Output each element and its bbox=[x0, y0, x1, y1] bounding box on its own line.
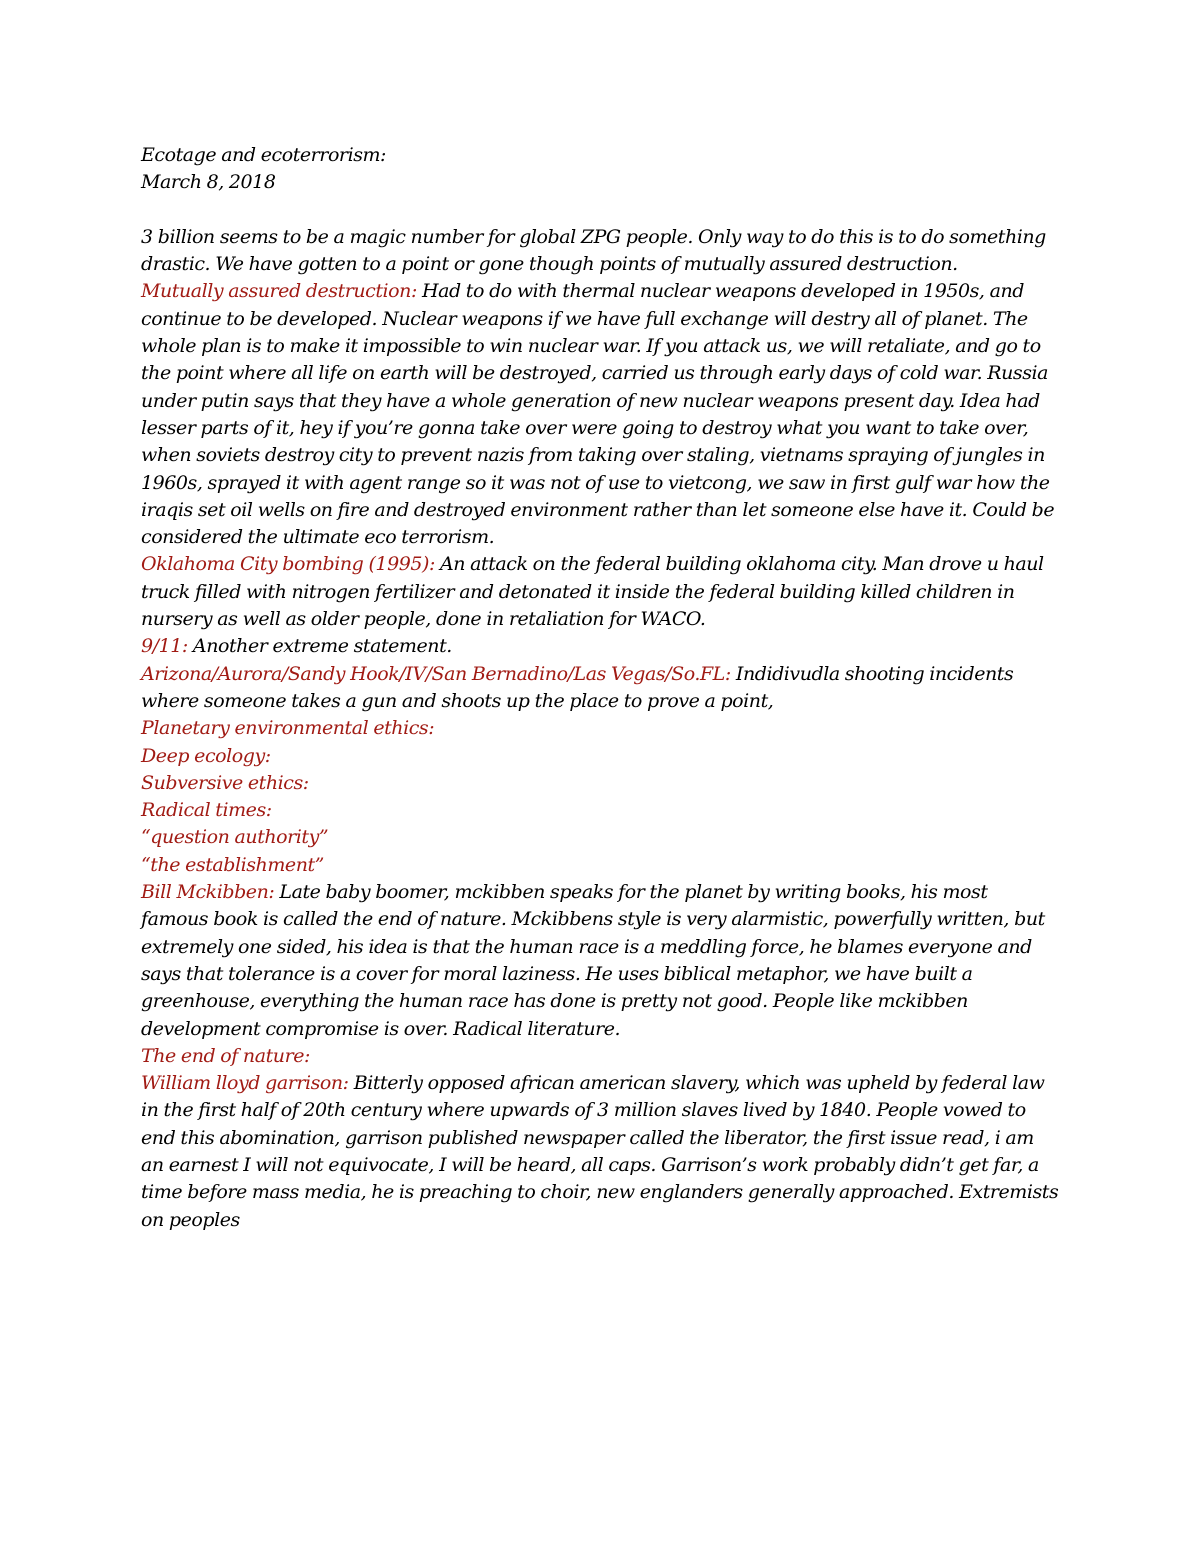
term-heading bbox=[141, 824, 1059, 851]
term-label: “the establishment” bbox=[141, 853, 324, 876]
term-heading bbox=[141, 1043, 1059, 1070]
term-label: Mutually assured destruction: bbox=[141, 280, 417, 303]
paragraph bbox=[141, 551, 1059, 633]
term-heading bbox=[141, 743, 1059, 770]
paragraph-body: 3 billion seems to be a magic number for global ZPG people. Only way to do this is to do something drastic. We have gotten to a point or gone though points of mutually assured destruction. bbox=[141, 225, 1046, 276]
term-label: William lloyd garrison: bbox=[141, 1072, 349, 1095]
term-label: 9/11: bbox=[141, 635, 188, 658]
paragraph-body: Indidivudla shooting incidents where someone takes a gun and shoots up the place to prove a point, bbox=[141, 662, 1014, 712]
term-label: “question authority” bbox=[141, 826, 329, 849]
term-label: Deep ecology: bbox=[141, 744, 271, 767]
term-label: Oklahoma City bombing (1995): bbox=[141, 553, 435, 576]
paragraph bbox=[141, 879, 1059, 1043]
term-heading bbox=[141, 852, 1059, 879]
paragraph bbox=[141, 224, 1059, 279]
paragraph bbox=[141, 278, 1059, 551]
term-label: Bill Mckibben: bbox=[141, 881, 275, 904]
paragraph-body: Had to do with thermal nuclear weapons developed in 1950s, and continue to be developed. Nuclear weapons if we have full exchange will destry all of planet. The whole plan is to make it impossible to win nuclear war. If you attack us, we will retaliate, and go to the point where all life on earth will be destroyed, carried us through early days of cold war. Russia under putin says that they have a whole generation of new nuclear weapons present day. Idea had lesser parts of it, hey if you’re gonna take over were going to destroy what you want to take over, when soviets destroy city to prevent nazis from taking over staling, vietnams spraying of jungles in 1960s, sprayed it with agent range so it was not of use to vietcong, we saw in first gulf war how the iraqis set oil wells on fire and destroyed environment rather than let someone else have it. Could be considered the ultimate eco terrorism. bbox=[141, 280, 1055, 549]
term-heading bbox=[141, 715, 1059, 742]
document-date: March 8, 2018 bbox=[141, 171, 276, 194]
paragraph-body: Another extreme statement. bbox=[192, 635, 452, 658]
term-label: Arizona/Aurora/Sandy Hook/IV/San Bernadino/Las Vegas/So.FL: bbox=[141, 662, 731, 685]
paragraph bbox=[141, 633, 1059, 660]
paragraph bbox=[141, 661, 1059, 716]
document-title: Ecotage and ecoterrorism: bbox=[141, 144, 387, 166]
document-text bbox=[141, 142, 1059, 1234]
paragraph-body: Bitterly opposed african american slavery, which was upheld by federal law in the first half of 20th century where upwards of 3 million slaves lived by 1840. People vowed to end this abomination, garrison published newspaper called the liberator, the first issue read, i am an earnest I will not equivocate, I will be heard, all caps. Garrison’s work probably didn’t get far, a time before mass media, he is preaching to choir, new englanders generally approached. Extremists on peoples bbox=[141, 1072, 1059, 1231]
term-label: Radical times: bbox=[141, 799, 272, 822]
paragraph-body: Late baby boomer, mckibben speaks for the planet by writing books, his most famous book is called the end of nature. Mckibbens style is very alarmistic, powerfully written, but extremely one sided, his idea is that the human race is a meddling force, he blames everyone and says that tolerance is a cover for moral laziness. He uses biblical metaphor, we have built a greenhouse, everything the human race has done is pretty not good. People like mckibben development compromise is over. Radical literature. bbox=[141, 881, 1045, 1040]
term-label: The end of nature: bbox=[141, 1044, 310, 1067]
paragraph-body: An attack on the federal building oklahoma city. Man drove u haul truck filled with nitrogen fertilizer and detonated it inside the federal building killed children in nursery as well as older people, done in retaliation for WACO. bbox=[141, 553, 1044, 631]
term-label: Planetary environmental ethics: bbox=[141, 717, 435, 740]
term-label: Subversive ethics: bbox=[141, 771, 309, 794]
paragraph bbox=[141, 1070, 1059, 1234]
term-heading bbox=[141, 797, 1059, 824]
blank-line bbox=[141, 197, 1059, 224]
term-heading bbox=[141, 770, 1059, 797]
